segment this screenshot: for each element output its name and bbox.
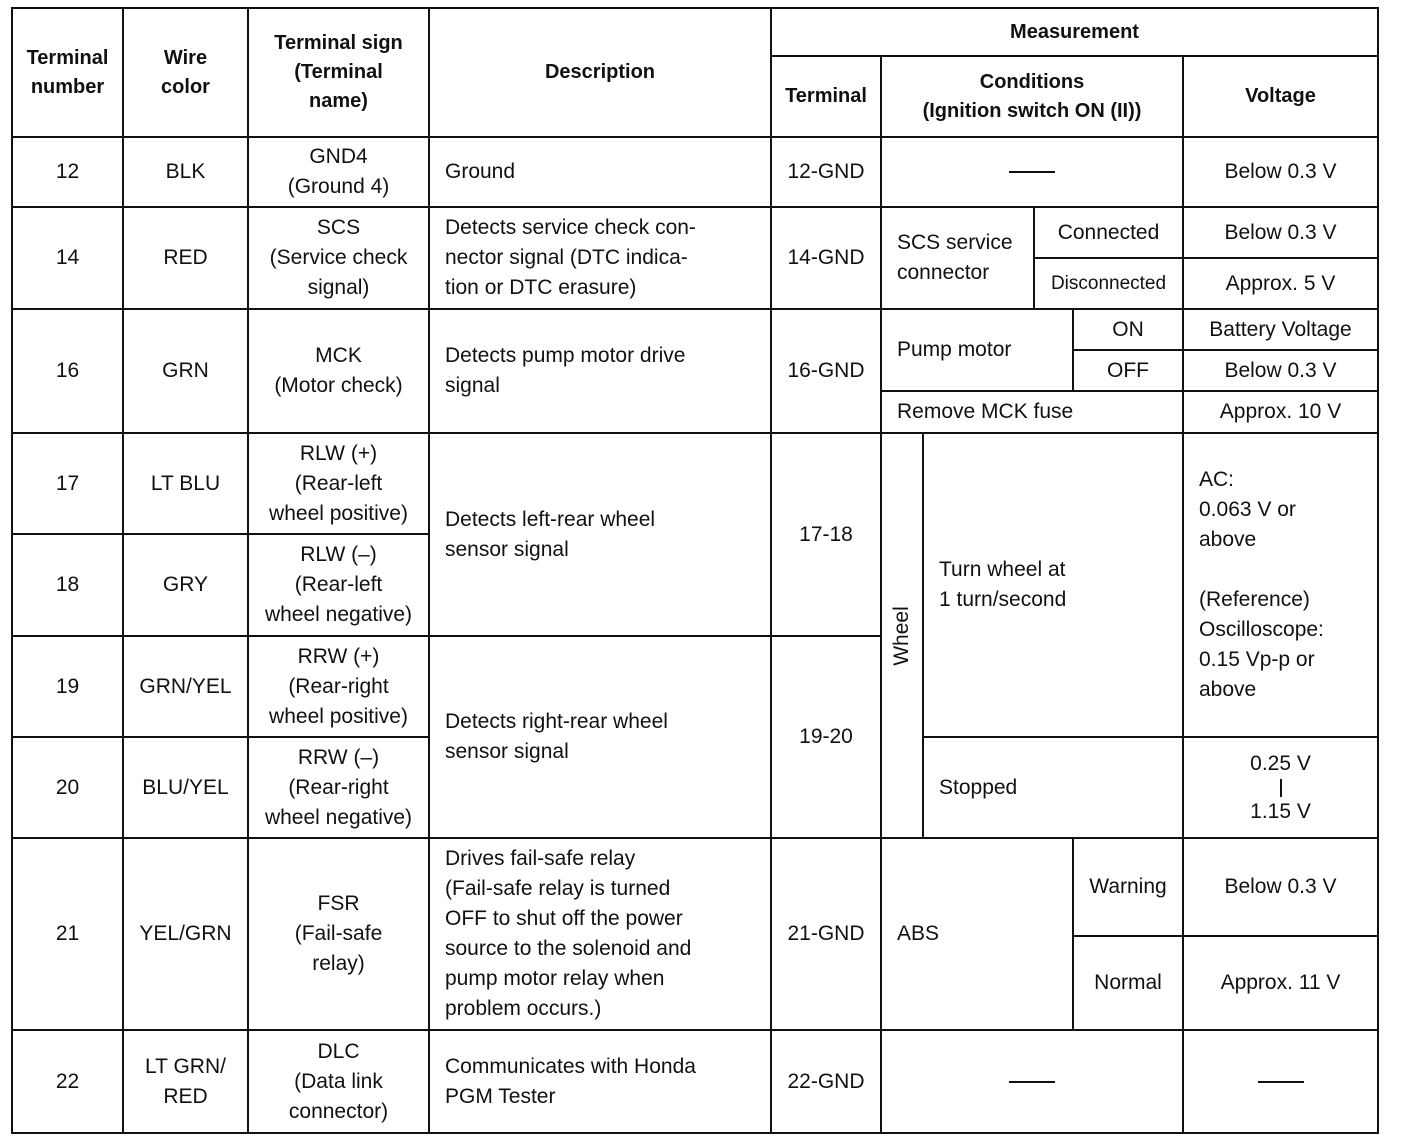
voltage-cell: Below 0.3 V (1224, 160, 1337, 183)
grid-line (11, 533, 430, 535)
voltage-cell: Below 0.3 V (1224, 220, 1337, 244)
range-min: 0.25 V (1250, 751, 1311, 775)
grid-line (122, 7, 124, 1134)
description-cell: Drives fail-safe relay (Fail-safe relay is turned OFF to shut off the power source to the solenoid and pump motor relay when problem occurs.) (445, 847, 692, 1020)
range-max: 1.15 V (1250, 799, 1311, 823)
grid-line (1182, 55, 1184, 1134)
condition-cell: ABS (897, 922, 940, 945)
em-dash (1009, 1081, 1055, 1083)
table-border (11, 1132, 1379, 1134)
voltage-cell: Battery Voltage (1209, 317, 1352, 341)
terminal-number-cell: 21 (55, 922, 80, 945)
wire-color-cell: LT BLU (150, 471, 221, 495)
grid-line (11, 635, 882, 637)
header-measurement-terminal: Terminal (785, 85, 867, 107)
measurement-terminal-cell: 12-GND (787, 160, 865, 183)
wire-color-cell: YEL/GRN (139, 922, 232, 945)
voltage-cell: Below 0.3 V (1224, 875, 1337, 898)
voltage-range-cell (1183, 737, 1378, 838)
description-cell: Detects pump motor drive signal (445, 344, 686, 397)
voltage-cell: AC: 0.063 V or above (Reference) Oscilloscope: 0.15 Vp-p or above (1199, 468, 1324, 701)
grid-line (770, 7, 772, 1134)
condition-sub-cell: Warning (1089, 875, 1167, 898)
terminal-number-cell: 19 (55, 674, 80, 698)
grid-line (11, 1029, 1379, 1031)
grid-line (11, 308, 1379, 310)
grid-line (1033, 257, 1379, 259)
description-cell: Communicates with Honda PGM Tester (445, 1054, 696, 1108)
condition-sub-cell: ON (1112, 317, 1144, 341)
terminal-sign-cell: GND4 (Ground 4) (287, 145, 390, 198)
header-terminal-sign: Terminal sign (Terminal name) (274, 32, 403, 112)
table-border (1377, 7, 1379, 1134)
terminal-number-cell: 22 (55, 1069, 80, 1093)
terminal-sign-cell: RRW (–) (Rear-right wheel negative) (264, 745, 413, 829)
terminal-number-cell: 18 (55, 573, 80, 596)
condition-sub-cell: OFF (1107, 358, 1149, 382)
measurement-terminal-cell: 14-GND (787, 246, 865, 269)
terminal-sign-cell: DLC (Data link connector) (288, 1039, 389, 1123)
grid-line (922, 736, 1379, 738)
condition-sub-cell: Disconnected (1050, 272, 1167, 294)
condition-cell: SCS service connector (897, 231, 1013, 284)
grid-line (11, 837, 1379, 839)
grid-line (880, 55, 882, 1134)
terminal-sign-cell: RRW (+) (Rear-right wheel positive) (269, 644, 408, 728)
wire-color-cell: BLU/YEL (142, 775, 229, 799)
voltage-cell (1183, 1030, 1378, 1133)
terminal-number-cell: 14 (55, 246, 80, 269)
condition-cell: Stopped (939, 775, 1018, 799)
measurement-terminal-cell: 17-18 (799, 522, 853, 546)
header-measurement: Measurement (1010, 20, 1139, 43)
condition-sub-cell: Connected (1057, 220, 1160, 244)
measurement-terminal-cell: 22-GND (787, 1069, 865, 1093)
grid-line (11, 432, 1379, 434)
header-wire-color: Wire color (161, 46, 210, 98)
range-separator (1280, 779, 1282, 797)
wire-color-cell: LT GRN/ RED (145, 1054, 226, 1108)
terminal-sign-cell: FSR (Fail-safe relay) (294, 892, 383, 975)
grid-line (11, 206, 1379, 208)
grid-line (11, 136, 1379, 138)
voltage-cell: Below 0.3 V (1224, 358, 1337, 382)
measurement-terminal-cell: 21-GND (787, 922, 865, 945)
description-cell: Detects service check con- nector signal (DTC indica- tion or DTC erasure) (445, 216, 696, 299)
grid-line (1072, 935, 1379, 937)
description-cell: Detects right-rear wheel sensor signal (445, 710, 668, 763)
voltage-cell: Approx. 10 V (1219, 400, 1342, 423)
wire-color-cell: BLK (165, 160, 206, 183)
terminal-number-cell: 16 (55, 359, 80, 382)
wire-color-cell: GRN/YEL (139, 674, 232, 698)
condition-cell: Remove MCK fuse (897, 400, 1074, 423)
grid-line (1072, 349, 1379, 351)
terminal-sign-cell: SCS (Service check signal) (269, 216, 408, 299)
grid-line (247, 7, 249, 1134)
condition-cell (881, 1030, 1183, 1133)
condition-cell (881, 137, 1183, 207)
description-cell: Detects left-rear wheel sensor signal (445, 507, 656, 561)
condition-cell: Turn wheel at 1 turn/second (939, 558, 1067, 611)
condition-cell: Pump motor (897, 338, 1012, 361)
header-conditions: Conditions (Ignition switch ON (II)) (922, 70, 1142, 122)
terminal-sign-cell: MCK (Motor check) (274, 344, 403, 397)
wire-color-cell: RED (163, 246, 208, 269)
grid-line (880, 390, 1379, 392)
terminal-number-cell: 12 (55, 160, 80, 183)
voltage-cell: Approx. 11 V (1220, 971, 1341, 994)
terminal-number-cell: 17 (55, 471, 80, 495)
em-dash (1258, 1081, 1304, 1083)
table-border (11, 7, 1379, 9)
em-dash (1009, 171, 1055, 173)
header-terminal-number: Terminal number (26, 46, 109, 98)
wire-color-cell: GRN (162, 359, 209, 382)
grid-line (1072, 837, 1074, 1031)
grid-line (428, 7, 430, 1134)
measurement-terminal-cell: 19-20 (799, 725, 853, 748)
terminal-sign-cell: RLW (–) (Rear-left wheel negative) (264, 543, 413, 626)
description-cell: Ground (445, 160, 516, 183)
wheel-label: Wheel (890, 605, 913, 666)
grid-line (770, 55, 1379, 57)
header-description: Description (544, 61, 656, 83)
table-border (11, 7, 13, 1134)
measurement-terminal-cell: 16-GND (787, 359, 865, 382)
grid-line (922, 432, 924, 839)
header-voltage: Voltage (1245, 85, 1316, 107)
voltage-cell: Approx. 5 V (1225, 271, 1336, 295)
terminal-sign-cell: RLW (+) (Rear-left wheel positive) (269, 441, 408, 525)
condition-sub-cell: Normal (1094, 971, 1162, 994)
wire-color-cell: GRY (162, 573, 209, 596)
grid-line (11, 736, 430, 738)
terminal-number-cell: 20 (55, 775, 80, 799)
